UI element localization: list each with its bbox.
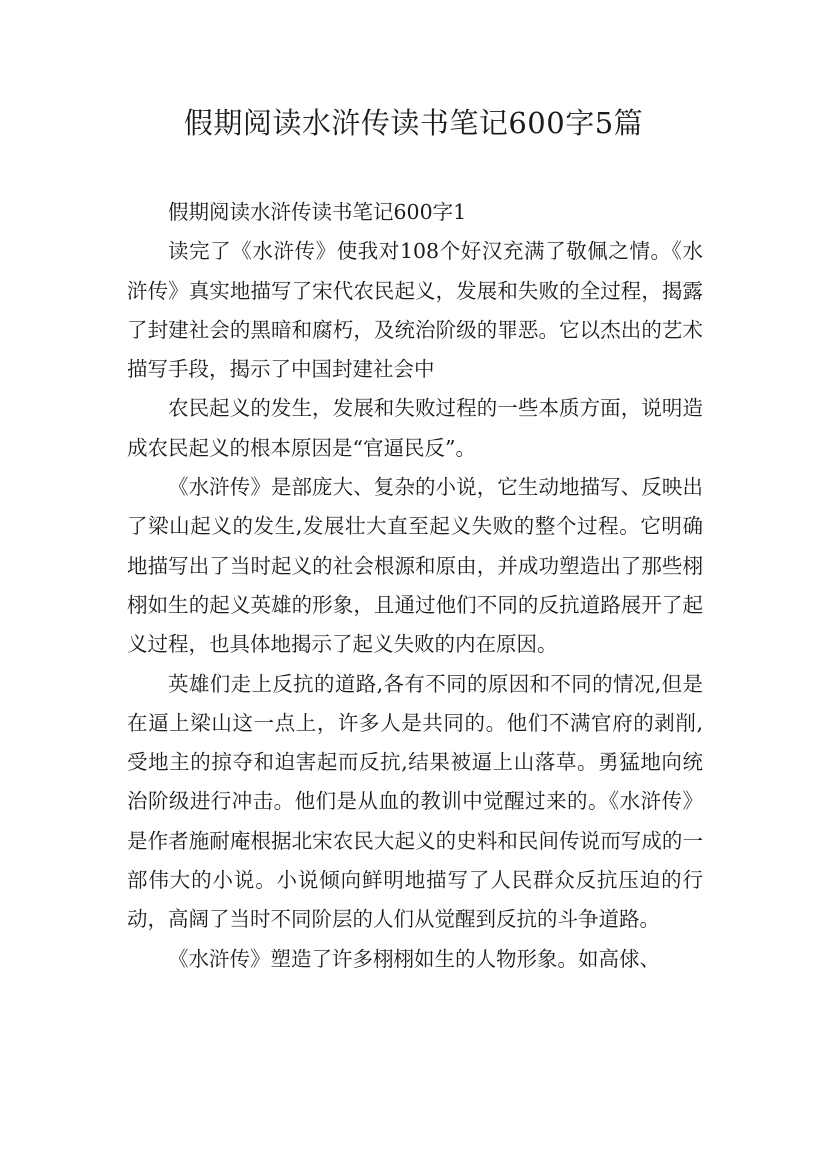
paragraph: 《水浒传》塑造了许多栩栩如生的人物形象。如高俅、 (168, 946, 660, 971)
paragraph: 英雄们走上反抗的道路,各有不同的原因和不同的情况,但是在逼上梁山这一点上，许多人是共同的。他们不满官府的剥削,受地主的掠夺和迫害起而反抗,结果被逼上山落草。勇猛地向统治阶级进行冲击。他们是从血的教训中觉醒过来的。《水浒传》是作者施耐庵根据北宋农民大起义的史料和民间传说而写成的一部伟大的小说。小说倾向鲜明地描写了人民群众反抗压迫的行动，高阔了当时不同阶层的人们从觉醒到反抗的斗争道路。 (127, 671, 703, 932)
paragraph: 《水浒传》是部庞大、复杂的小说，它生动地描写、反映出了梁山起义的发生,发展壮大直至起义失败的整个过程。它明确地描写出了当时起义的社会根源和原由，并成功塑造出了那些栩栩如生的起义英雄的形象，且通过他们不同的反抗道路展开了起义过程，也具体地揭示了起义失败的内在原因。 (127, 475, 703, 657)
document-body (127, 193, 703, 979)
section-heading: 假期阅读水浒传读书笔记600字1 (168, 200, 467, 224)
paragraph: 农民起义的发生，发展和失败过程的一些本质方面，说明造成农民起义的根本原因是“官逼民反”。 (127, 396, 703, 460)
paragraph: 读完了《水浒传》使我对108个好汉充满了敬佩之情。《水浒传》真实地描写了宋代农民起义，发展和失败的全过程，揭露了封建社会的黑暗和腐朽，及统治阶级的罪恶。它以杰出的艺术描写手段，揭示了中国封建社会中 (127, 239, 703, 382)
document-title: 假期阅读水浒传读书笔记600字5篇 (183, 106, 644, 140)
